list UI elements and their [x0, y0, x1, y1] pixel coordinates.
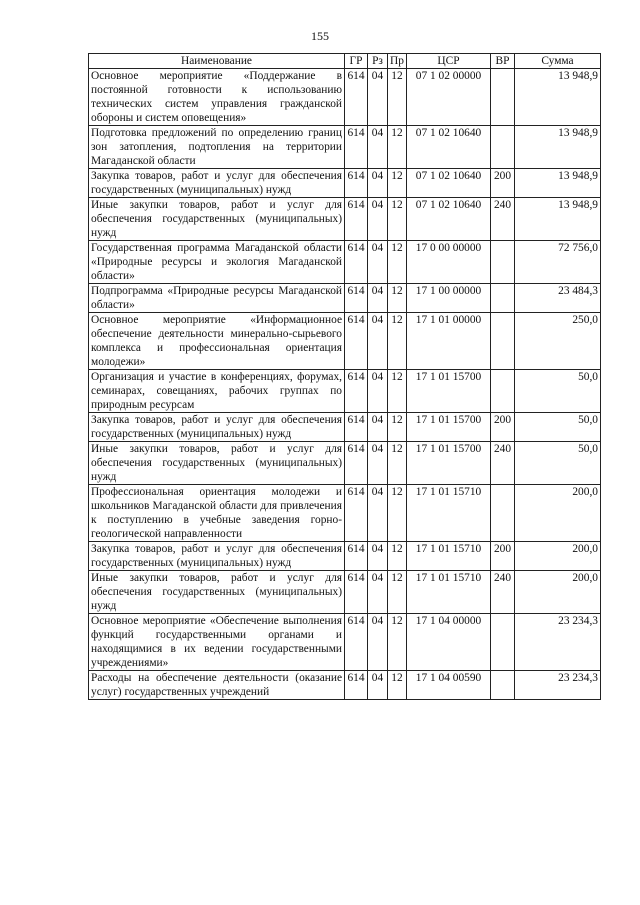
cell-pr: 12	[388, 69, 407, 126]
cell-csr: 17 1 04 00000	[407, 614, 491, 671]
cell-sum: 200,0	[515, 571, 601, 614]
table-row	[89, 284, 601, 313]
budget-table	[88, 53, 601, 700]
cell-pr: 12	[388, 614, 407, 671]
cell-name: Организация и участие в конференциях, форумах, семинарах, совещаниях, рабочих группах по природным ресурсам	[89, 370, 345, 413]
cell-vr	[491, 370, 515, 413]
cell-rz: 04	[368, 413, 388, 442]
header-pr: Пр	[388, 54, 407, 69]
cell-pr: 12	[388, 313, 407, 370]
cell-pr: 12	[388, 198, 407, 241]
header-sum: Сумма	[515, 54, 601, 69]
cell-csr: 17 1 01 15710	[407, 571, 491, 614]
cell-csr: 07 1 02 10640	[407, 169, 491, 198]
table-row	[89, 542, 601, 571]
cell-sum: 13 948,9	[515, 126, 601, 169]
cell-csr: 07 1 02 10640	[407, 198, 491, 241]
cell-sum: 50,0	[515, 370, 601, 413]
cell-name: Иные закупки товаров, работ и услуг для обеспечения государственных (муниципальных) нужд	[89, 198, 345, 241]
table-row	[89, 69, 601, 126]
cell-csr: 17 0 00 00000	[407, 241, 491, 284]
cell-rz: 04	[368, 198, 388, 241]
cell-sum: 50,0	[515, 413, 601, 442]
cell-pr: 12	[388, 442, 407, 485]
cell-csr: 17 1 01 15710	[407, 542, 491, 571]
cell-csr: 17 1 01 00000	[407, 313, 491, 370]
table-row	[89, 571, 601, 614]
cell-rz: 04	[368, 614, 388, 671]
cell-csr: 07 1 02 10640	[407, 126, 491, 169]
header-vr: ВР	[491, 54, 515, 69]
cell-rz: 04	[368, 241, 388, 284]
cell-gr: 614	[345, 198, 368, 241]
cell-gr: 614	[345, 284, 368, 313]
cell-name: Подготовка предложений по определению границ зон затопления, подтопления на территории Магаданской области	[89, 126, 345, 169]
cell-vr: 240	[491, 571, 515, 614]
cell-sum: 13 948,9	[515, 198, 601, 241]
cell-name: Расходы на обеспечение деятельности (оказание услуг) государственных учреждений	[89, 671, 345, 700]
header-rz: Рз	[368, 54, 388, 69]
cell-pr: 12	[388, 169, 407, 198]
cell-sum: 23 484,3	[515, 284, 601, 313]
cell-sum: 200,0	[515, 542, 601, 571]
cell-pr: 12	[388, 370, 407, 413]
cell-rz: 04	[368, 671, 388, 700]
cell-gr: 614	[345, 542, 368, 571]
cell-gr: 614	[345, 69, 368, 126]
header-gr: ГР	[345, 54, 368, 69]
table-row	[89, 241, 601, 284]
cell-rz: 04	[368, 542, 388, 571]
table-header-row	[89, 54, 601, 69]
cell-gr: 614	[345, 313, 368, 370]
cell-sum: 13 948,9	[515, 69, 601, 126]
table-row	[89, 370, 601, 413]
table-body	[89, 69, 601, 700]
cell-gr: 614	[345, 413, 368, 442]
cell-gr: 614	[345, 370, 368, 413]
cell-sum: 250,0	[515, 313, 601, 370]
cell-name: Иные закупки товаров, работ и услуг для обеспечения государственных (муниципальных) нужд	[89, 571, 345, 614]
cell-gr: 614	[345, 485, 368, 542]
table-row	[89, 671, 601, 700]
cell-pr: 12	[388, 126, 407, 169]
cell-name: Иные закупки товаров, работ и услуг для обеспечения государственных (муниципальных) нужд	[89, 442, 345, 485]
table-row	[89, 614, 601, 671]
cell-csr: 17 1 01 15700	[407, 442, 491, 485]
cell-sum: 72 756,0	[515, 241, 601, 284]
cell-name: Государственная программа Магаданской области «Природные ресурсы и экология Магаданской области»	[89, 241, 345, 284]
cell-vr	[491, 126, 515, 169]
cell-vr	[491, 69, 515, 126]
table-row	[89, 485, 601, 542]
cell-pr: 12	[388, 542, 407, 571]
cell-name: Основное мероприятие «Обеспечение выполнения функций государственными органами и находящимися в их ведении государственными учреждениями»	[89, 614, 345, 671]
cell-vr	[491, 614, 515, 671]
cell-vr	[491, 241, 515, 284]
cell-sum: 50,0	[515, 442, 601, 485]
cell-vr: 200	[491, 413, 515, 442]
cell-gr: 614	[345, 169, 368, 198]
table-row	[89, 313, 601, 370]
cell-gr: 614	[345, 614, 368, 671]
cell-gr: 614	[345, 671, 368, 700]
cell-rz: 04	[368, 571, 388, 614]
cell-gr: 614	[345, 241, 368, 284]
cell-vr	[491, 671, 515, 700]
table-row	[89, 198, 601, 241]
cell-vr: 200	[491, 169, 515, 198]
cell-name: Основное мероприятие «Поддержание в постоянной готовности к использованию технических систем управления гражданской обороны и систем оповещения»	[89, 69, 345, 126]
cell-vr: 240	[491, 198, 515, 241]
cell-vr	[491, 313, 515, 370]
cell-name: Профессиональная ориентация молодежи и школьников Магаданской области для привлечения к поступлению в учебные заведения горно-геологической направленности	[89, 485, 345, 542]
cell-sum: 23 234,3	[515, 614, 601, 671]
cell-rz: 04	[368, 284, 388, 313]
cell-rz: 04	[368, 485, 388, 542]
cell-vr: 240	[491, 442, 515, 485]
cell-vr	[491, 284, 515, 313]
cell-csr: 17 1 04 00590	[407, 671, 491, 700]
cell-pr: 12	[388, 571, 407, 614]
cell-rz: 04	[368, 126, 388, 169]
cell-gr: 614	[345, 442, 368, 485]
table-row	[89, 442, 601, 485]
cell-csr: 17 1 01 15700	[407, 413, 491, 442]
cell-sum: 13 948,9	[515, 169, 601, 198]
cell-name: Закупка товаров, работ и услуг для обеспечения государственных (муниципальных) нужд	[89, 413, 345, 442]
cell-name: Закупка товаров, работ и услуг для обеспечения государственных (муниципальных) нужд	[89, 169, 345, 198]
cell-gr: 614	[345, 126, 368, 169]
table-row	[89, 126, 601, 169]
cell-name: Подпрограмма «Природные ресурсы Магаданской области»	[89, 284, 345, 313]
cell-pr: 12	[388, 485, 407, 542]
cell-rz: 04	[368, 370, 388, 413]
cell-rz: 04	[368, 169, 388, 198]
table-row	[89, 413, 601, 442]
header-csr: ЦСР	[407, 54, 491, 69]
cell-name: Закупка товаров, работ и услуг для обеспечения государственных (муниципальных) нужд	[89, 542, 345, 571]
cell-name: Основное мероприятие «Информационное обеспечение деятельности минерально-сырьевого комплекса и профессиональная ориентация молодежи»	[89, 313, 345, 370]
cell-sum: 200,0	[515, 485, 601, 542]
cell-gr: 614	[345, 571, 368, 614]
cell-rz: 04	[368, 313, 388, 370]
cell-vr: 200	[491, 542, 515, 571]
cell-csr: 07 1 02 00000	[407, 69, 491, 126]
cell-pr: 12	[388, 284, 407, 313]
cell-csr: 17 1 01 15710	[407, 485, 491, 542]
cell-rz: 04	[368, 69, 388, 126]
cell-vr	[491, 485, 515, 542]
cell-csr: 17 1 00 00000	[407, 284, 491, 313]
table-row	[89, 169, 601, 198]
cell-rz: 04	[368, 442, 388, 485]
cell-sum: 23 234,3	[515, 671, 601, 700]
cell-pr: 12	[388, 671, 407, 700]
header-name: Наименование	[89, 54, 345, 69]
cell-pr: 12	[388, 241, 407, 284]
page-number: 155	[311, 29, 329, 43]
cell-pr: 12	[388, 413, 407, 442]
cell-csr: 17 1 01 15700	[407, 370, 491, 413]
